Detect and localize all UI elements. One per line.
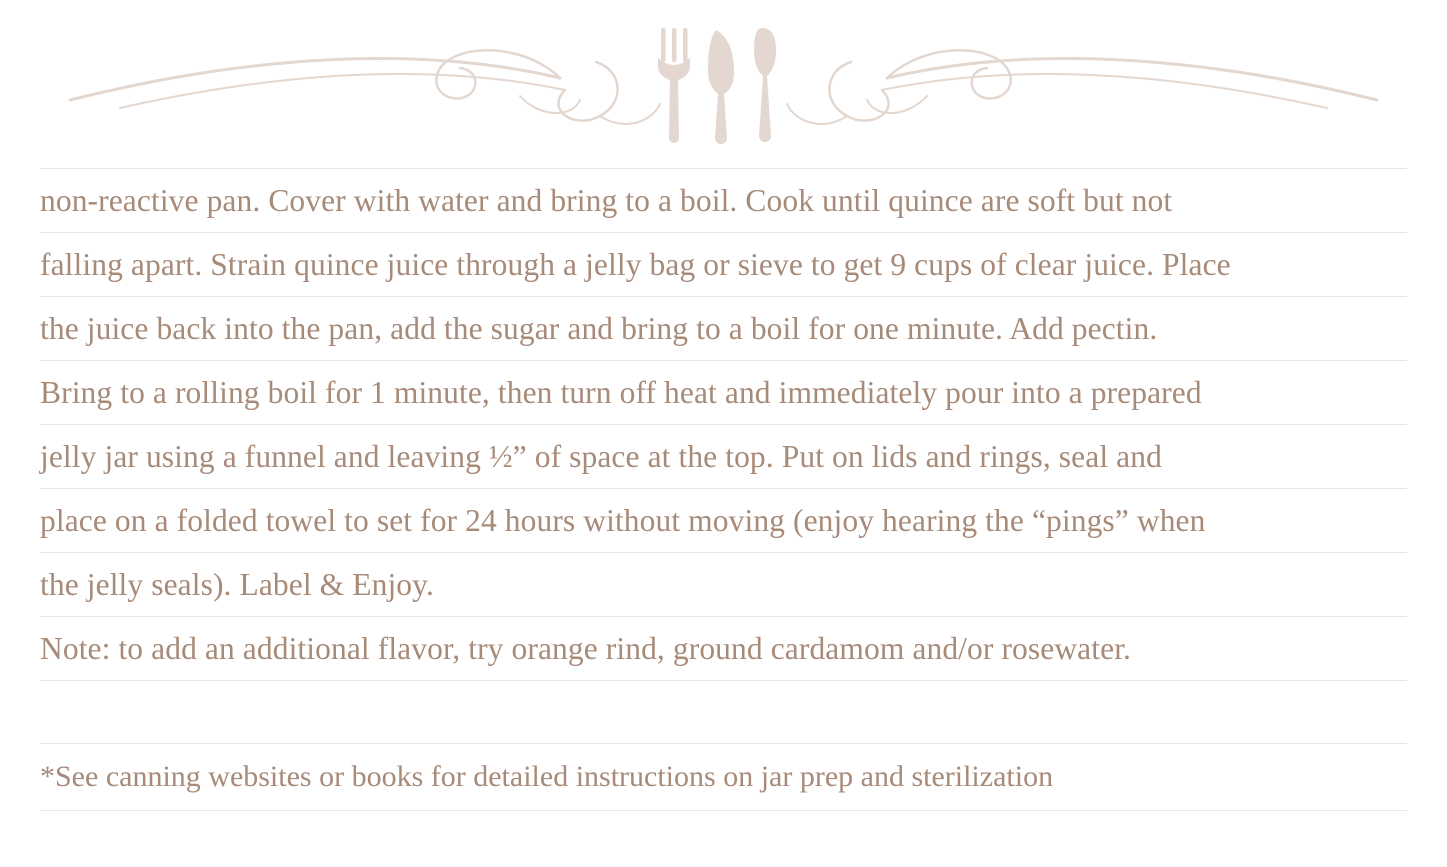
recipe-line: non-reactive pan. Cover with water and bring to a boil. Cook until quince are soft but not	[40, 168, 1407, 233]
recipe-note-line: Note: to add an additional flavor, try orange rind, ground cardamom and/or rosewater.	[40, 617, 1407, 681]
recipe-line: the juice back into the pan, add the sugar and bring to a boil for one minute. Add pectin.	[40, 297, 1407, 361]
spoon-icon	[754, 28, 776, 142]
fork-icon	[658, 28, 690, 143]
recipe-text-block	[0, 168, 1447, 851]
blank-ruled-line	[40, 681, 1407, 744]
recipe-line: jelly jar using a funnel and leaving ½” of space at the top. Put on lids and rings, seal and	[40, 425, 1407, 489]
recipe-footnote: *See canning websites or books for detailed instructions on jar prep and sterilization	[40, 744, 1407, 811]
knife-icon	[708, 30, 734, 144]
page-bottom-margin	[40, 811, 1407, 851]
recipe-line: Bring to a rolling boil for 1 minute, then turn off heat and immediately pour into a prepared	[40, 361, 1407, 425]
recipe-line: the jelly seals). Label & Enjoy.	[40, 553, 1407, 617]
header-ornament	[0, 0, 1447, 168]
recipe-line: place on a folded towel to set for 24 hours without moving (enjoy hearing the “pings” when	[40, 489, 1407, 553]
recipe-line: falling apart. Strain quince juice through a jelly bag or sieve to get 9 cups of clear juice. Place	[40, 233, 1407, 297]
